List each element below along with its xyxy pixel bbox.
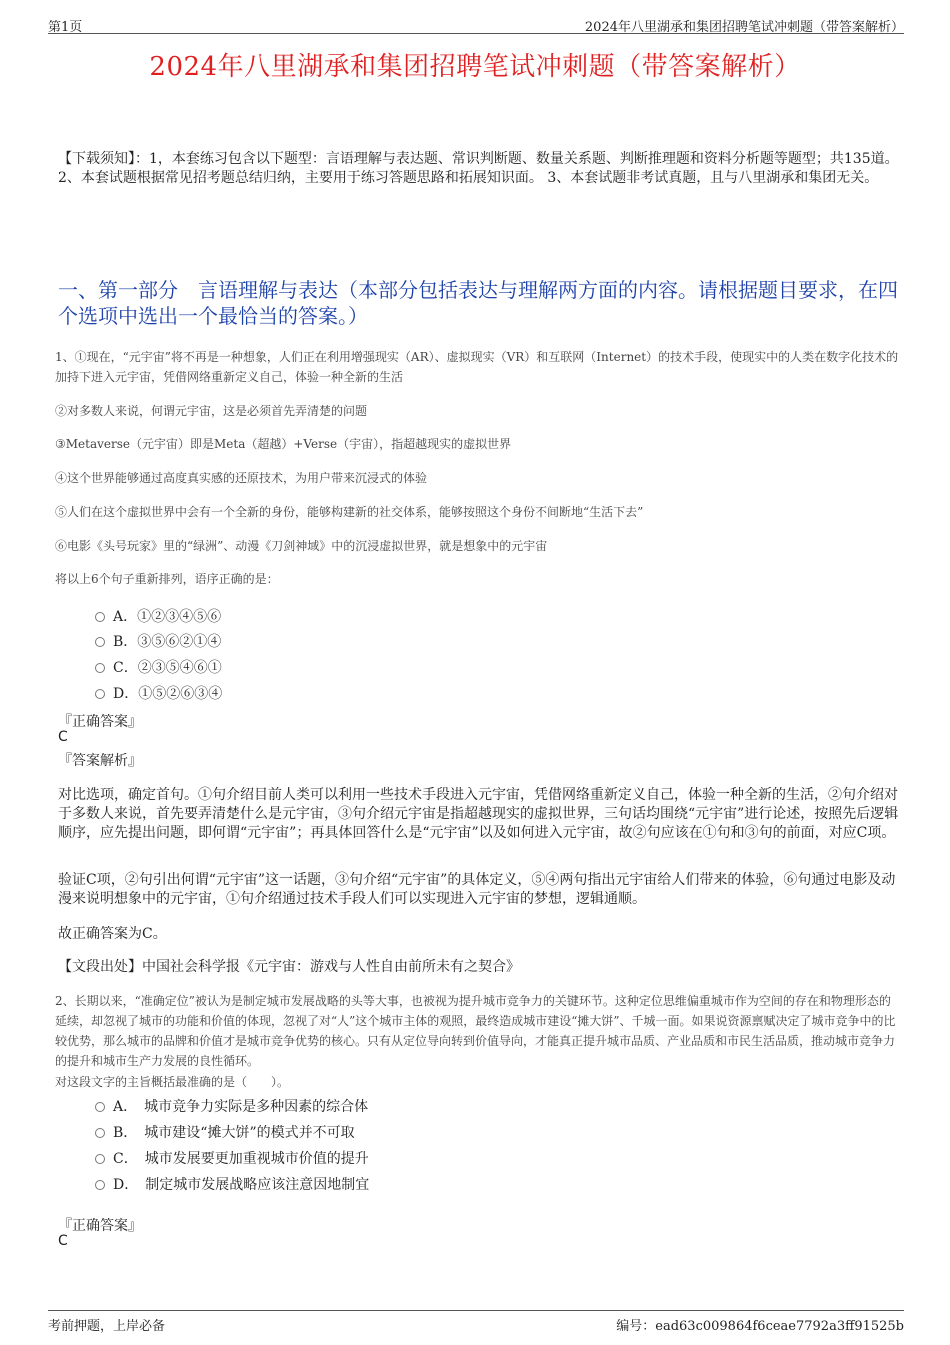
page-number: 第1页: [48, 20, 83, 35]
q2-answer-label: 『正确答案』: [58, 1218, 142, 1234]
download-notice: 【下载须知】：1，本套练习包含以下题型：言语理解与表达题、常识判断题、数量关系题、判断推理题和资料分析题等题型；共135道。 2、本套试题根据常见招考题总结归纳，主要用于练习答题思路和拓展知识面。 3、本套试题非考试真题，且与八里湖承和集团无关。: [58, 151, 899, 186]
q2-stem: 2、长期以来，“准确定位”被认为是制定城市发展战略的头等大事，也被视为提升城市竞争力的关键环节。这种定位思维偏重城市作为空间的存在和物理形态的延续，却忽视了城市的功能和价值的体现，忽视了对“人”这个城市主体的观照，最终造成城市建设“摊大饼”、千城一面。如果说资源禀赋决定了城市竞争中的比较优势，那么城市的品牌和价值才是城市竞争优势的核心。只有从定位导向转到价值导向，才能真正提升城市品质、产业品质和市民生活品质，推动城市竞争力的提升和城市生产力发展的良性循环。: [55, 994, 896, 1068]
q1-sentence-4: ④这个世界能够通过高度真实感的还原技术，为用户带来沉浸式的体验: [55, 471, 428, 485]
q2-prompt: 对这段文字的主旨概括最准确的是（ ）。: [55, 1075, 290, 1089]
q1-analysis-paragraph-1: 对比选项，确定首句。①句介绍目前人类可以利用一些技术手段进入元宇宙，凭借网络重新定义自己，体验一种全新的生活，②句介绍对于多数人来说，首先要弄清楚什么是元宇宙，③句介绍元宇宙是指超越现实的虚拟世界，三句话均围绕“元宇宙”进行论述，按照先后逻辑顺序，应先提出问题，即何谓“元宇宙”；再具体回答什么是“元宇宙”以及如何进入元宇宙，故②句应该在①句和③句的前面，对应C项。: [58, 787, 899, 841]
page-header: [48, 14, 904, 34]
q1-sentence-3: ③Metaverse（元宇宙）即是Meta（超越）+Verse（宇宙），指超越现实的虚拟世界: [55, 437, 512, 451]
q1-analysis-paragraph-2: 验证C项，②句引出何谓“元宇宙”这一话题，③句介绍“元宇宙”的具体定义，⑤④两句指出元宇宙给人们带来的体验，⑥句通过电影及动漫来说明想象中的元宇宙，①句介绍通过技术手段人们可以实现进入元宇宙的梦想，逻辑通顺。: [58, 872, 896, 907]
q2-option-a[interactable]: A． 城市竞争力实际是多种因素的综合体: [95, 1096, 368, 1116]
footer-serial: 编号：ead63c009864f6ceae7792a3ff91525b: [616, 1319, 904, 1334]
q1-sentence-5: ⑤人们在这个虚拟世界中会有一个全新的身份，能够构建新的社交体系，能够按照这个身份不间断地“生活下去”: [55, 505, 644, 519]
q1-option-c[interactable]: C．②③⑤④⑥①: [95, 657, 222, 677]
q1-prompt: 将以上6个句子重新排列，语序正确的是：: [55, 572, 279, 586]
radio-icon[interactable]: [95, 689, 105, 699]
q2-answer: C: [58, 1233, 68, 1249]
q1-sentence-2: ②对多数人来说，何谓元宇宙，这是必须首先弄清楚的问题: [55, 404, 368, 418]
radio-icon[interactable]: [95, 1154, 105, 1164]
q2-option-b[interactable]: B． 城市建设“摊大饼”的模式并不可取: [95, 1122, 355, 1142]
radio-icon[interactable]: [95, 663, 105, 673]
radio-icon[interactable]: [95, 1102, 105, 1112]
document-title: 2024年八里湖承和集团招聘笔试冲刺题（带答案解析）: [149, 52, 801, 82]
q1-option-d[interactable]: D．①⑤②⑥③④: [95, 683, 222, 703]
q1-source: 【文段出处】中国社会科学报《元宇宙：游戏与人性自由前所未有之契合》: [58, 959, 520, 975]
q1-option-a[interactable]: A．①②③④⑤⑥: [95, 606, 221, 626]
q1-answer-label: 『正确答案』: [58, 714, 142, 730]
page-footer: [48, 1310, 904, 1340]
section-heading: 一、第一部分 言语理解与表达（本部分包括表达与理解两方面的内容。请根据题目要求，在四个选项中选出一个最恰当的答案。）: [58, 278, 898, 328]
q1-sentence-1: 1、①现在，“元宇宙”将不再是一种想象，人们正在利用增强现实（AR）、虚拟现实（VR）和互联网（Internet）的技术手段，使现实中的人类在数字化技术的加持下进入元宇宙，凭借网络重新定义自己，体验一种全新的生活: [55, 350, 899, 384]
radio-icon[interactable]: [95, 1180, 105, 1190]
q1-sentence-6: ⑥电影《头号玩家》里的“绿洲”、动漫《刀剑神域》中的沉浸虚拟世界，就是想象中的元宇宙: [55, 539, 548, 553]
header-doc-title: 2024年八里湖承和集团招聘笔试冲刺题（带答案解析）: [584, 20, 904, 35]
q1-answer: C: [58, 729, 68, 745]
footer-slogan: 考前押题，上岸必备: [48, 1319, 166, 1334]
radio-icon[interactable]: [95, 1128, 105, 1138]
q2-option-c[interactable]: C． 城市发展要更加重视城市价值的提升: [95, 1148, 369, 1168]
q2-option-d[interactable]: D． 制定城市发展战略应该注意因地制宜: [95, 1174, 369, 1194]
q1-analysis-label: 『答案解析』: [58, 753, 142, 769]
radio-icon[interactable]: [95, 612, 105, 622]
q1-option-b[interactable]: B．③⑤⑥②①④: [95, 631, 221, 651]
q1-analysis-paragraph-3: 故正确答案为C。: [58, 926, 167, 942]
radio-icon[interactable]: [95, 637, 105, 647]
